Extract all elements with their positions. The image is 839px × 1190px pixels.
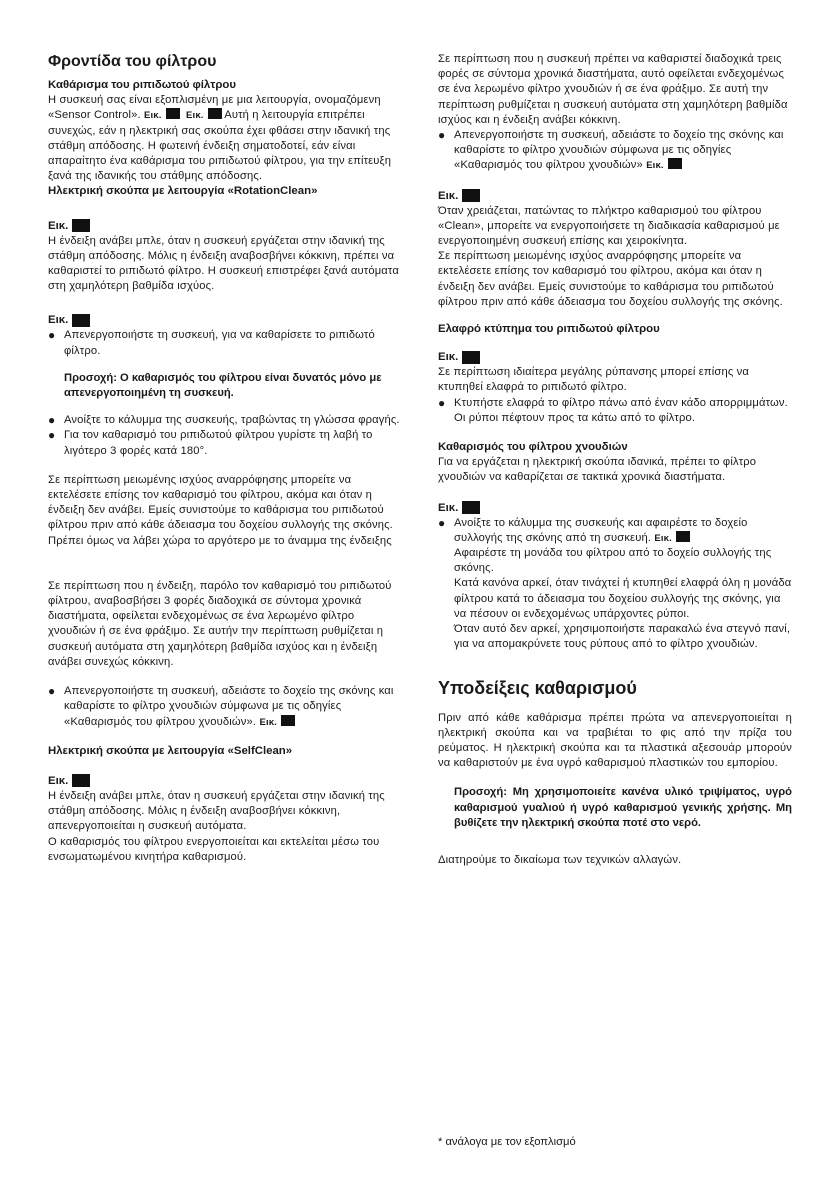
paragraph-reduced-suction: Σε περίπτωση μειωμένης ισχύος αναρρόφησης μπορείτε να εκτελέσετε επίσης τον καθαρισμό του φίλτρου, ακόμα και όταν η ένδειξη δεν ανάβει. Εμείς συνιστούμε το καθάρισμα του ριπιδωτού φίλτρου πριν από κάθε άδειασμα του δοχείου συλλογής της σκόνης. Πρέπει όμως να λάβει χώρα το αργότερο με το άναμμα της ένδειξης [48, 473, 393, 547]
list-item-subtext: Αφαιρέστε τη μονάδα του φίλτρου από το δοχείο συλλογής της σκόνης. [454, 547, 772, 575]
figure-number-box [72, 774, 90, 787]
figure-number-box [72, 219, 90, 232]
paragraph-sensor-control-text: Η συσκευή σας είναι εξοπλισμένη με μια λειτουργία, ονομαζόμενη «Sensor Control». [48, 94, 381, 122]
caution-note: Προσοχή: Ο καθαρισμός του φίλτρου είναι δυνατός μόνο με απενεργοποιημένη τη συσκευή. [64, 371, 382, 400]
figure-ref: Εικ. [654, 532, 672, 544]
figure-label [438, 349, 792, 365]
paragraph-clean-button: Όταν χρειάζεται, πατώντας το πλήκτρο καθαρισμού του φίλτρου «Clean», μπορείτε να ενεργοποιήσετε τη διαδικασία καθαρισμού με ενεργοποιημένη συσκευή επίσης και χειροκίνητα. [438, 204, 780, 248]
heading-lint-filter: Καθαρισμός του φίλτρου χνουδιών [438, 441, 628, 454]
list-item-subtext: Οι ρύποι πέφτουν προς τα κάτω από το φίλτρο. [454, 411, 696, 424]
list-item [438, 128, 792, 174]
bullet-icon: ● [438, 395, 446, 410]
paragraph-cleaning-tips: Πριν από κάθε καθάρισμα πρέπει πρώτα να απενεργοποιείται η ηλεκτρική σκούπα και να τραβιέται το φις από την πρίζα του ρεύματος. Η ηλεκτρική σκούπα και τα πλαστικά αξεσουάρ μπορούν να καθαριστούν με ένα υγρό καθαρισμού πλαστικών του εμπορίου. [438, 711, 792, 770]
bullet-icon: ● [48, 328, 56, 343]
paragraph-technical-changes: Διατηρούμε το δικαίωμα των τεχνικών αλλαγών. [438, 853, 682, 866]
list-item-text: Κτυπήστε ελαφρά το φίλτρο πάνω από έναν κάδο απορριμμάτων. [454, 396, 788, 409]
list-item-text [454, 516, 792, 546]
paragraph-sensor-control-text-2: Αυτή η λειτουργία επιτρέπει συνεχώς, εάν η ηλεκτρική σας σκούπα έχει φθάσει στην ιδανική της στάθμη απόδοσης. Η φωτεινή ένδειξη σηματοδοτεί, εάν είναι απαραίτητο ένα καθάρισμα του ριπιδωτού φίλτρου, για την επίτευξη ξανά της ιδανικής του στάθμης απόδοσης. [48, 109, 392, 183]
figure-label-text: Εικ. [438, 351, 459, 364]
footnote: * ανάλογα με τον εξοπλισμό [438, 1136, 576, 1148]
figure-label-text: Εικ. [438, 189, 459, 202]
list-item-text: Για τον καθαρισμό του ριπιδωτού φίλτρου γυρίστε τη λαβή το λιγότερο 3 φορές κατά 180°. [64, 429, 373, 457]
list-item [438, 516, 792, 546]
figure-ref: Εικ. [144, 110, 162, 122]
figure-label-text: Εικ. [438, 501, 459, 514]
paragraph-selfclean-motor: Ο καθαρισμός του φίλτρου ενεργοποιείται και εκτελείται μέσω του ενσωματωμένου κινητήρα καθαρισμού. [48, 835, 380, 863]
paragraph-reduced-suction-right: Σε περίπτωση μειωμένης ισχύος αναρρόφησης μπορείτε να εκτελέσετε επίσης τον καθαρισμό του φίλτρου, ακόμα και όταν η ένδειξη δεν ανάβει. Εμείς συνιστούμε το καθάρισμα του ριπιδωτού φίλτρου πριν από κάθε άδειασμα του δοχείου συλλογής της σκόνης. [438, 250, 783, 308]
paragraph-selfclean-indicator: Η ένδειξη ανάβει μπλε, όταν η συσκευή εργάζεται στην ιδανική της στάθμη απόδοσης. Μόλις η ένδειξη αναβοσβήνει κόκκινη, απενεργοποιείται η συσκευή αυτόματα. [48, 789, 385, 833]
paragraph-indicator-flashes: Σε περίπτωση που η ένδειξη, παρόλο τον καθαρισμό του ριπιδωτού φίλτρου, αναβοσβήσει 3 φορές διαδοχικά σε σύντομα χρονικά διαστήματα, οφείλεται ενδεχομένως σε ένα λερωμένο φίλτρο χνουδιών ή σε ένα φράξιμο. Σε αυτήν την περίπτωση ρυθμίζεται η συσκευή αυτόματα στη χαμηλότερη βαθμίδα ισχύος και η ένδειξη ανάβει συνεχώς κόκκινη. [48, 579, 392, 668]
list-item-text-body: Απενεργοποιήστε τη συσκευή, αδειάστε το δοχείο της σκόνης και καθαρίστε το φίλτρο χνουδιών σύμφωνα με τις οδηγίες «Καθαρισμός του φίλτρου χνουδιών» [454, 129, 784, 172]
figure-number-box [281, 715, 295, 726]
figure-label [438, 188, 792, 204]
list-item-subtext: Κατά κανόνα αρκεί, όταν τινάχτεί ή κτυπηθεί ελαφρά όλη η μονάδα φίλτρου κατά το άδειασμα του δοχείου συλλογής της σκόνης, για να πέσουν οι ενδεχομένως υπάρχοντες ρύποι. [454, 577, 792, 620]
list-item-text: Απενεργοποιήστε τη συσκευή, για να καθαρίσετε το ριπιδωτό φίλτρο. [64, 329, 375, 357]
bullet-icon: ● [438, 128, 446, 143]
caution-note-cleaning: Προσοχή: Μη χρησιμοποιείτε κανένα υλικό τριψίματος, υγρό καθαρισμού γυαλιού ή υγρό καθαρισμού γενικής χρήσης. Μη βυθίζετε την ηλεκτρική σκούπα ποτέ στο νερό. [454, 786, 792, 829]
list-item [48, 413, 402, 428]
paragraph-sensor-control [48, 93, 402, 184]
heading-rotationclean: Ηλεκτρική σκούπα με λειτουργία «RotationClean» [48, 185, 318, 198]
figure-number-box [166, 108, 180, 119]
list-item [48, 328, 402, 358]
figure-ref: Εικ. [259, 716, 277, 728]
figure-ref: Εικ. [646, 160, 664, 172]
heading-selfclean: Ηλεκτρική σκούπα με λειτουργία «SelfClean» [48, 744, 293, 757]
figure-label-text: Εικ. [48, 219, 69, 232]
figure-label-text: Εικ. [48, 774, 69, 787]
figure-number-box [462, 501, 480, 514]
section-title-cleaning-tips: Υποδείξεις καθαρισμού [438, 677, 637, 698]
figure-number-box [668, 158, 682, 169]
figure-number-box [462, 189, 480, 202]
section-title-filter-care: Φροντίδα του φίλτρου [48, 53, 217, 70]
left-column [48, 52, 402, 865]
list-item-text: Ανοίξτε το κάλυμμα της συσκευής, τραβώντας τη γλώσσα φραγής. [64, 414, 400, 427]
bullet-icon: ● [438, 515, 446, 530]
figure-ref: Εικ. [186, 110, 204, 122]
heading-pleated-filter-cleaning: Καθάρισμα του ριπιδωτού φίλτρου [48, 79, 236, 91]
right-column [438, 52, 792, 868]
paragraph-lint-filter: Για να εργάζεται η ηλεκτρική σκούπα ιδανικά, πρέπει το φίλτρο χνουδιών να καθαρίζεται σε τακτικά χρονικά διαστήματα. [438, 456, 757, 484]
list-item [438, 396, 792, 411]
figure-label-text: Εικ. [48, 314, 69, 327]
heading-tap-filter: Ελαφρό κτύπημα του ριπιδωτού φίλτρου [438, 323, 660, 336]
list-item-text-body: Ανοίξτε το κάλυμμα της συσκευής και αφαιρέστε το δοχείο συλλογής της σκόνης από τη συσκευή. [454, 516, 748, 544]
figure-number-box [72, 314, 90, 327]
figure-number-box [462, 351, 480, 364]
list-item-text-body: Απενεργοποιήστε τη συσκευή, αδειάστε το δοχείο της σκόνης και καθαρίστε το φίλτρο χνουδιών σύμφωνα με τις οδηγίες «Καθαρισμός του φίλτρου χνουδιών». [64, 685, 394, 728]
figure-label [48, 312, 402, 328]
figure-label [48, 773, 402, 789]
figure-label [48, 218, 402, 234]
list-item-subtext: Όταν αυτό δεν αρκεί, χρησιμοποιήστε παρακαλώ ένα στεγνό πανί, για να απομακρύνετε τους ρύπους από το φίλτρο χνουδιών. [454, 623, 791, 651]
bullet-icon: ● [48, 413, 56, 428]
paragraph-heavy-soiling: Σε περίπτωση ιδιαίτερα μεγάλης ρύπανσης μπορεί επίσης να κτυπηθεί ελαφρά το ριπιδωτό φίλτρο. [438, 366, 750, 394]
bullet-icon: ● [48, 428, 56, 443]
figure-label [438, 500, 792, 516]
paragraph-indicator-blue: Η ένδειξη ανάβει μπλε, όταν η συσκευή εργάζεται στην ιδανική της στάθμη απόδοσης. Μόλις η ένδειξη αναβοσβήνει κόκκινη, πρέπει να καθαριστεί το ριπιδωτό φίλτρο. Η συσκευή επιστρέφει ξανά αυτόματα στη χαμηλότερη βαθμίδα ισχύος. [48, 234, 399, 293]
list-item [48, 684, 402, 730]
figure-number-box [208, 108, 222, 119]
list-item-text [454, 128, 792, 174]
list-item [48, 428, 402, 458]
figure-number-box [676, 531, 690, 542]
paragraph-three-times: Σε περίπτωση που η συσκευή πρέπει να καθαριστεί διαδοχικά τρεις φορές σε σύντομα χρονικά διαστήματα, αυτό οφείλεται ενδεχομένως σε ένα λερωμένο φίλτρο χνουδιών ή σε ένα φράξιμο. Σε αυτή την περίπτωση ρυθμίζεται η συσκευή αυτόματα στη χαμηλότερη βαθμίδα ισχύος και η ένδειξη ανάβει κόκκινη. [438, 53, 788, 126]
bullet-icon: ● [48, 684, 56, 699]
list-item-text [64, 684, 402, 730]
